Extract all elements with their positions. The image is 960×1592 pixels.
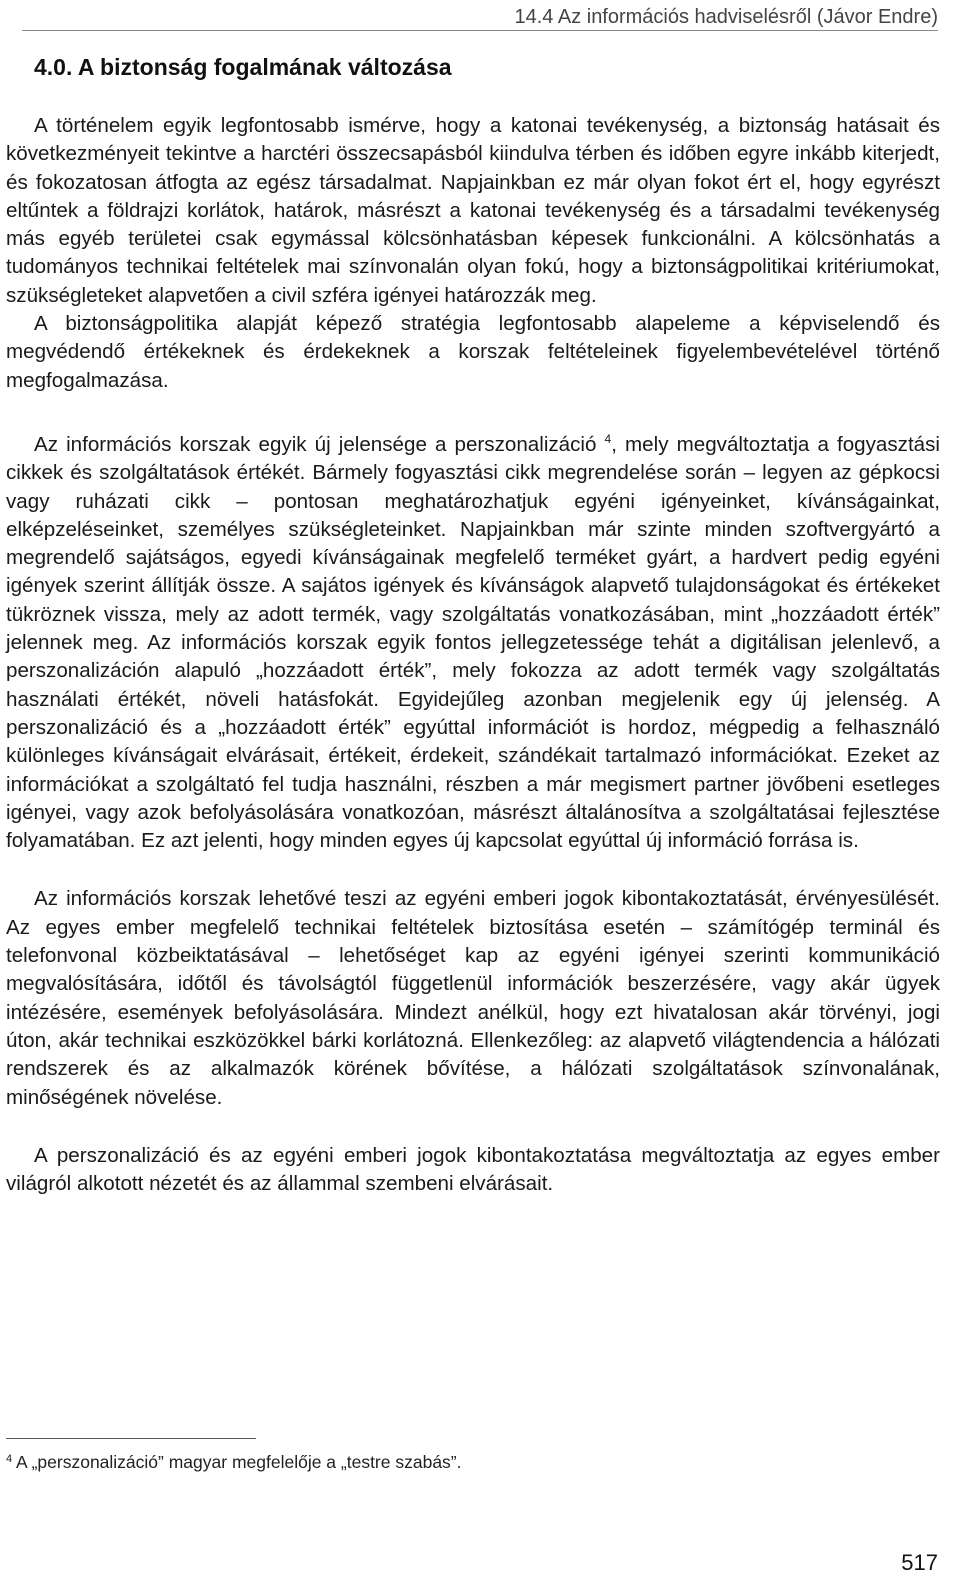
paragraph-4: Az információs korszak lehetővé teszi az egyéni emberi jogok kibontakoztatását, érvényesülését. Az egyes ember megfelelő technikai feltételek biztosítása esetén – számítógép terminál és telefonvonal közbeiktatásával – lehetőséget kap az egyéni igényei szerinti kommunikáció megvalósítására, időtől és távolságtól függetlenül információk beszerzésére, vagy akár ügyek intézésére, események befolyásolására. Mindezt anélkül, hogy ezt hivatalosan akár törvényi, jogi úton, akár technikai eszközökkel bárki korlátozná. Ellenkezőleg: az alapvető világtendencia a hálózati rendszerek és az alkalmazók körének bővítése, a hálózati szolgáltatások színvonalának, minőségének növelése. xyxy=(6,887,940,1109)
paragraph-3 xyxy=(6,425,940,855)
footnote-reference: 4 xyxy=(604,431,612,446)
paragraph-2: A biztonságpolitika alapját képező stratégia legfontosabb alapeleme a képviselendő és megvédendő értékeknek és érdekeknek a korszak feltételeinek figyelembevételével történő megfogalmazása. xyxy=(6,312,940,392)
paragraph-5: A perszonalizáció és az egyéni emberi jogok kibontakoztatása megváltoztatja az egyes ember világról alkotott nézetét és az állammal szembeni elvárásait. xyxy=(6,1143,940,1196)
page-number: 517 xyxy=(901,1550,938,1575)
footnote xyxy=(6,1452,462,1473)
paragraph-3-text-rest: , mely megváltoztatja a fogyasztási cikkek és szolgáltatások értékét. Bármely fogyasztási cikk megrendelése során – legyen az gépkocsi vagy ruházati cikk – pontosan meghatározhatjuk egyéni igényeinket, kívánságainkat, elképzeléseinket, személyes szükségleteinket. Napjainkban már szinte minden szoftvergyártó a megrendelő sajátságos, egyedi kívánságainak megfelelő terméket gyárt, a hardvert pedig egyéni igények szerint állítják össze. A sajátos igények és kívánságok alapvető tulajdonságokat és értékeket tükröznek vissza, mely az adott termék, vagy szolgáltatás vonatkozásában, mint „hozzáadott érték” jelennek meg. Az információs korszak egyik fontos jellegzetessége tehát a digitálisan jelenlevő, a perszonalizáción alapuló „hozzáadott érték”, mely fokozza az adott termék vagy szolgáltatás használati értékét, növeli hatásfokát. Egyidejűleg azonban megjelenik egy új jelenség. A perszonalizáció és a „hozzáadott érték” egyúttal információt is hordoz, mégpedig a felhasználó különleges kívánságait elvárásait, értékeit, érdekeit, szándékait tartalmazó információkat. Ezeket az információkat a szolgáltató fel tudja használni, részben a már megismert partner jövőbeni esetleges igényei, vagy azok befolyásolására vonatkozóan, másrészt általánosítva a szolgáltatásai fejlesztése folyamatában. Ez azt jelenti, hogy minden egyes új kapcsolat egyúttal új információ forrása is. xyxy=(6,432,940,853)
running-header: 14.4 Az információs hadviselésről (Jávor Endre) xyxy=(514,6,938,28)
body-text xyxy=(6,112,940,1198)
header-divider xyxy=(22,30,938,31)
paragraph-1: A történelem egyik legfontosabb ismérve, hogy a katonai tevékenység, a biztonság hatásait és következményeit tekintve a harctéri összecsapásból kiindulva térben és időben egyre inkább kiterjedt, és fokozatosan átfogta az egész társadalmat. Napjainkban ez már olyan fokot ért el, hogy egyrészt eltűntek a földrajzi korlátok, határok, másrészt a katonai tevékenység és a társadalmi tevékenység más egyéb területei csak egymással kölcsönhatásban képesek funkcionálni. A kölcsönhatás a tudományos technikai feltételek mai színvonalán olyan fokú, hogy a biztonságpolitikai kritériumokat, szükségleteket alapvetően a civil szféra igényei határozzák meg. xyxy=(6,114,940,307)
paragraph-3-text-start: Az információs korszak egyik új jelensége a perszonalizáció xyxy=(34,432,605,456)
footnote-number: 4 xyxy=(6,1453,13,1465)
footnote-divider xyxy=(6,1438,256,1439)
footnote-text: A „perszonalizáció” magyar megfelelője a „testre szabás”. xyxy=(12,1452,462,1472)
section-title: 4.0. A biztonság fogalmának változása xyxy=(34,54,452,80)
